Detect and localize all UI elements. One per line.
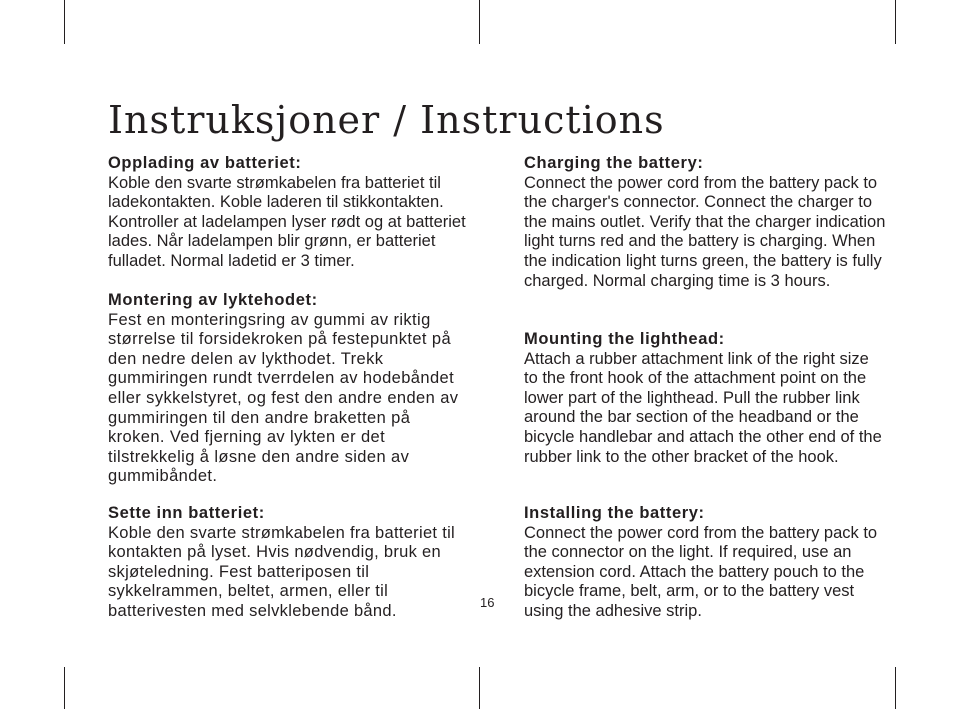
english-mounting-section: [524, 330, 886, 467]
norwegian-charging-heading: Opplading av batteriet:: [108, 154, 302, 172]
english-charging-heading: Charging the battery:: [524, 154, 704, 172]
crop-mark-top-center: [479, 0, 480, 44]
english-installing-body: Connect the power cord from the battery pack to the connector on the light. If required, use an extension cord. Attach the battery pouch to the bicycle frame, belt, arm, or to the battery vest using the adhesive strip.: [524, 523, 878, 620]
crop-mark-top-right: [895, 0, 896, 44]
english-mounting-body: Attach a rubber attachment link of the right size to the front hook of the attachment point on the lower part of the lighthead. Pull the rubber link around the bar section of the headband or the bicycle handlebar and attach the other end of the rubber link to the other bracket of the hook.: [524, 349, 882, 466]
page-title: Instruksjoner / Instructions: [108, 98, 665, 142]
crop-mark-bottom-center: [479, 667, 480, 709]
norwegian-installing-section: [108, 504, 468, 622]
norwegian-mounting-body: Fest en monteringsring av gummi av riktig størrelse til forsidekroken på festepunktet på den nedre delen av lykthodet. Trekk gummiringen rundt tverrdelen av hodebåndet eller sykkelstyret, og fest den andre enden av gummiringen til den andre braketten på kroken. Ved fjerning av lykten er det tilstrekkelig å løsne den andre siden av gummibåndet.: [108, 310, 459, 486]
crop-mark-bottom-left: [64, 667, 65, 709]
crop-mark-top-left: [64, 0, 65, 44]
norwegian-installing-body: Koble den svarte strømkabelen fra batteriet til kontakten på lyset. Hvis nødvendig, bruk en skjøteledning. Fest batteriposen til sykkelrammen, beltet, armen, eller til batterivesten med selvklebende bånd.: [108, 523, 456, 620]
norwegian-charging-section: [108, 154, 468, 272]
norwegian-installing-heading: Sette inn batteriet:: [108, 504, 265, 522]
page-number: 16: [480, 595, 495, 610]
english-mounting-heading: Mounting the lighthead:: [524, 330, 725, 348]
english-charging-section: [524, 154, 886, 291]
english-charging-body: Connect the power cord from the battery pack to the charger's connector. Connect the charger to the mains outlet. Verify that the charger indication light turns red and the battery is charging. When the indication light turns green, the battery is fully charged. Normal charging time is 3 hours.: [524, 173, 886, 290]
english-installing-section: [524, 504, 886, 622]
norwegian-charging-body: Koble den svarte strømkabelen fra batteriet til ladekontakten. Koble laderen til stikkontakten. Kontroller at ladelampen lyser rødt og at batteriet lades. Når ladelampen blir grønn, er batteriet fulladet. Normal ladetid er 3 timer.: [108, 173, 466, 270]
crop-mark-bottom-right: [895, 667, 896, 709]
norwegian-mounting-section: [108, 291, 468, 487]
norwegian-mounting-heading: Montering av lyktehodet:: [108, 291, 318, 309]
english-installing-heading: Installing the battery:: [524, 504, 705, 522]
